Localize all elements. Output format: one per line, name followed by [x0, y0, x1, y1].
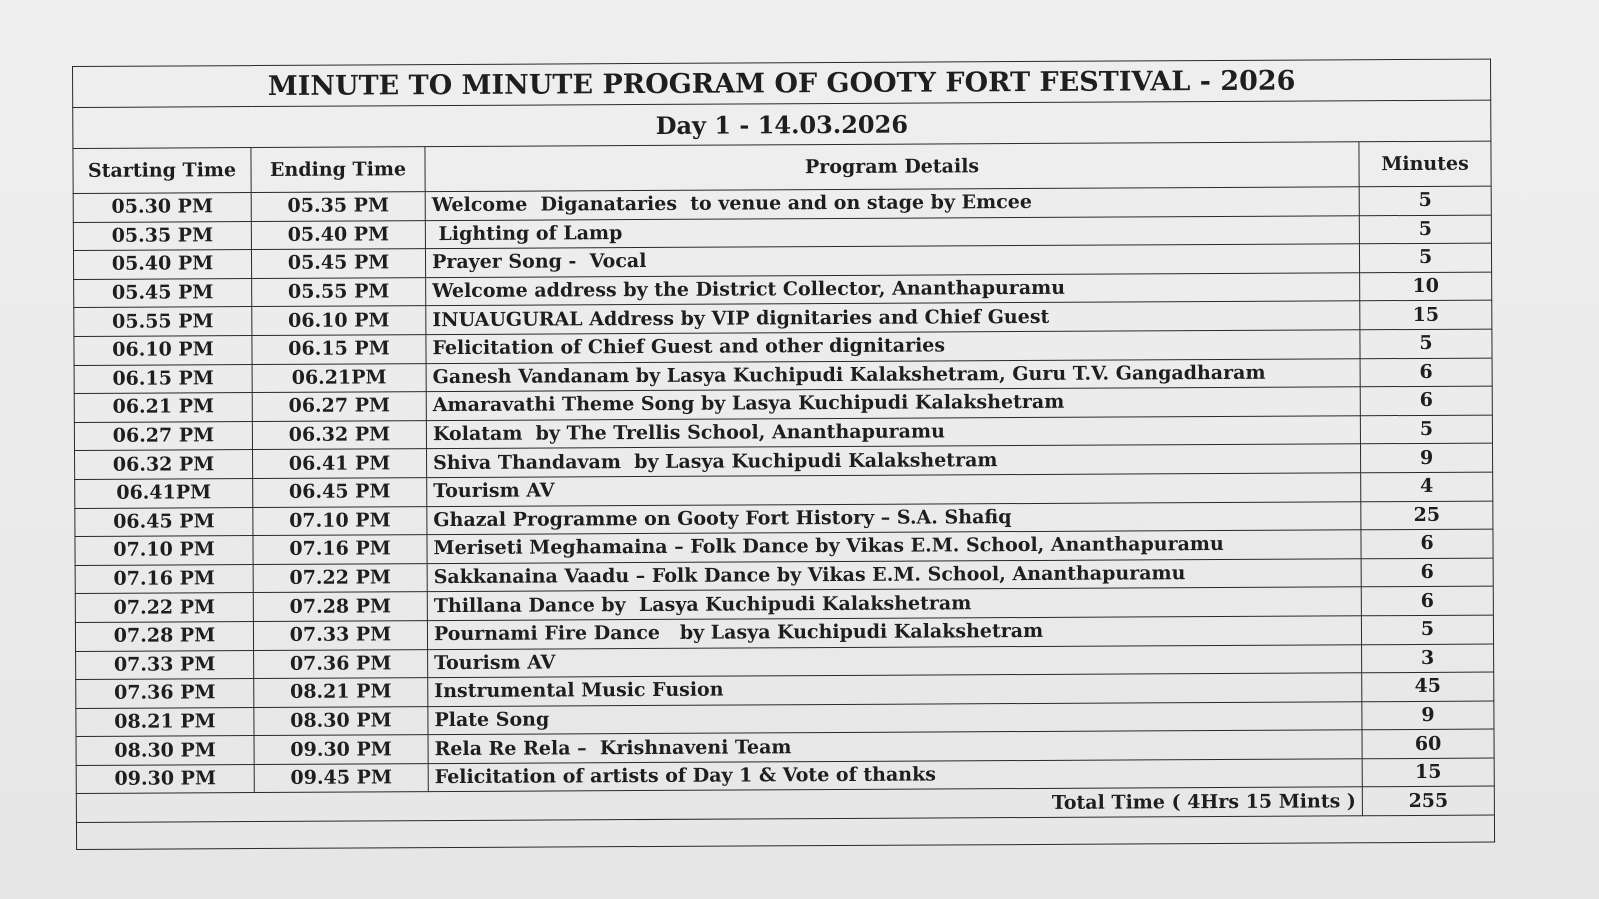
row-ending-time: 09.30 PM	[254, 735, 428, 765]
row-minutes: 60	[1362, 729, 1494, 758]
row-program-details: Tourism AV	[427, 473, 1361, 506]
row-minutes: 5	[1359, 215, 1491, 244]
row-starting-time: 09.30 PM	[76, 764, 254, 794]
row-program-details: Tourism AV	[428, 644, 1362, 677]
row-starting-time: 07.33 PM	[76, 650, 254, 680]
row-starting-time: 05.40 PM	[73, 250, 251, 280]
row-starting-time: 07.28 PM	[75, 621, 253, 651]
row-ending-time: 08.30 PM	[254, 706, 428, 736]
row-minutes: 10	[1360, 272, 1492, 301]
row-ending-time: 06.21PM	[252, 363, 426, 393]
row-minutes: 25	[1361, 501, 1493, 530]
row-starting-time: 05.30 PM	[73, 193, 251, 223]
row-minutes: 6	[1360, 358, 1492, 387]
row-minutes: 5	[1361, 615, 1493, 644]
row-ending-time: 09.45 PM	[254, 764, 428, 794]
row-ending-time: 05.35 PM	[251, 192, 425, 222]
row-program-details: Welcome address by the District Collector, Ananthapuramu	[426, 273, 1360, 306]
row-program-details: Pournami Fire Dance by Lasya Kuchipudi Kalakshetram	[427, 616, 1361, 649]
row-program-details: Sakkanaina Vaadu – Folk Dance by Vikas E.M. School, Ananthapuramu	[427, 558, 1361, 591]
row-ending-time: 06.27 PM	[252, 392, 426, 422]
row-ending-time: 06.15 PM	[252, 335, 426, 365]
row-starting-time: 08.21 PM	[76, 707, 254, 737]
row-minutes: 4	[1361, 472, 1493, 501]
row-program-details: Welcome Diganataries to venue and on stage by Emcee	[425, 187, 1359, 220]
total-minutes: 255	[1362, 787, 1494, 816]
row-program-details: Shiva Thandavam by Lasya Kuchipudi Kalakshetram	[427, 444, 1361, 477]
row-ending-time: 07.10 PM	[253, 506, 427, 536]
row-starting-time: 05.55 PM	[74, 307, 252, 337]
row-minutes: 45	[1362, 672, 1494, 701]
row-ending-time: 05.55 PM	[252, 277, 426, 307]
row-minutes: 6	[1361, 529, 1493, 558]
row-minutes: 3	[1362, 644, 1494, 673]
row-minutes: 5	[1360, 329, 1492, 358]
row-starting-time: 07.36 PM	[76, 679, 254, 709]
row-program-details: Rela Re Rela – Krishnaveni Team	[428, 730, 1362, 763]
header-row	[73, 141, 1491, 193]
row-starting-time: 07.16 PM	[75, 564, 253, 594]
row-program-details: Prayer Song - Vocal	[425, 244, 1359, 277]
row-minutes: 5	[1360, 415, 1492, 444]
header-ending-time: Ending Time	[251, 147, 425, 193]
row-starting-time: 06.27 PM	[74, 421, 252, 451]
row-ending-time: 06.41 PM	[253, 449, 427, 479]
row-program-details: INUAUGURAL Address by VIP dignitaries and Chief Guest	[426, 301, 1360, 334]
row-minutes: 15	[1360, 300, 1492, 329]
row-ending-time: 05.40 PM	[251, 220, 425, 250]
row-ending-time: 07.33 PM	[253, 621, 427, 651]
row-program-details: Ghazal Programme on Gooty Fort History – S.A. Shafiq	[427, 501, 1361, 534]
row-starting-time: 07.10 PM	[75, 536, 253, 566]
row-program-details: Meriseti Meghamaina – Folk Dance by Vikas E.M. School, Ananthapuramu	[427, 530, 1361, 563]
row-starting-time: 06.21 PM	[74, 393, 252, 423]
row-program-details: Kolatam by The Trellis School, Ananthapuramu	[426, 416, 1360, 449]
row-program-details: Ganesh Vandanam by Lasya Kuchipudi Kalakshetram, Guru T.V. Gangadharam	[426, 358, 1360, 391]
row-minutes: 6	[1361, 558, 1493, 587]
row-ending-time: 07.28 PM	[253, 592, 427, 622]
header-program-details: Program Details	[425, 142, 1359, 192]
row-minutes: 9	[1360, 443, 1492, 472]
row-program-details: Instrumental Music Fusion	[428, 673, 1362, 706]
row-minutes: 6	[1360, 386, 1492, 415]
row-ending-time: 08.21 PM	[254, 678, 428, 708]
row-starting-time: 07.22 PM	[75, 593, 253, 623]
header-starting-time: Starting Time	[73, 148, 251, 194]
day-heading: Day 1 - 14.03.2026	[73, 100, 1491, 148]
row-program-details: Amaravathi Theme Song by Lasya Kuchipudi Kalakshetram	[426, 387, 1360, 420]
row-minutes: 15	[1362, 758, 1494, 787]
row-ending-time: 06.32 PM	[252, 420, 426, 450]
page-title: MINUTE TO MINUTE PROGRAM OF GOOTY FORT FESTIVAL - 2026	[73, 59, 1491, 107]
row-ending-time: 07.22 PM	[253, 563, 427, 593]
row-minutes: 5	[1359, 243, 1491, 272]
row-program-details: Thillana Dance by Lasya Kuchipudi Kalakshetram	[427, 587, 1361, 620]
total-time-label: Total Time ( 4Hrs 15 Mints )	[76, 787, 1362, 822]
row-starting-time: 06.10 PM	[74, 336, 252, 366]
row-program-details: Plate Song	[428, 701, 1362, 734]
row-ending-time: 05.45 PM	[251, 249, 425, 279]
row-ending-time: 07.16 PM	[253, 535, 427, 565]
row-starting-time: 06.32 PM	[75, 450, 253, 480]
row-starting-time: 06.15 PM	[74, 364, 252, 394]
row-starting-time: 05.35 PM	[73, 221, 251, 251]
row-ending-time: 06.10 PM	[252, 306, 426, 336]
row-starting-time: 05.45 PM	[74, 278, 252, 308]
row-starting-time: 06.41PM	[75, 478, 253, 508]
row-minutes: 5	[1359, 186, 1491, 215]
header-minutes: Minutes	[1359, 141, 1491, 187]
row-program-details: Felicitation of Chief Guest and other dignitaries	[426, 330, 1360, 363]
program-table	[72, 59, 1495, 850]
row-starting-time: 08.30 PM	[76, 736, 254, 766]
program-sheet	[72, 59, 1494, 850]
row-minutes: 6	[1361, 586, 1493, 615]
row-starting-time: 06.45 PM	[75, 507, 253, 537]
row-minutes: 9	[1362, 701, 1494, 730]
row-ending-time: 07.36 PM	[254, 649, 428, 679]
row-ending-time: 06.45 PM	[253, 478, 427, 508]
row-program-details: Lighting of Lamp	[425, 215, 1359, 248]
row-program-details: Felicitation of artists of Day 1 & Vote of thanks	[428, 759, 1362, 792]
